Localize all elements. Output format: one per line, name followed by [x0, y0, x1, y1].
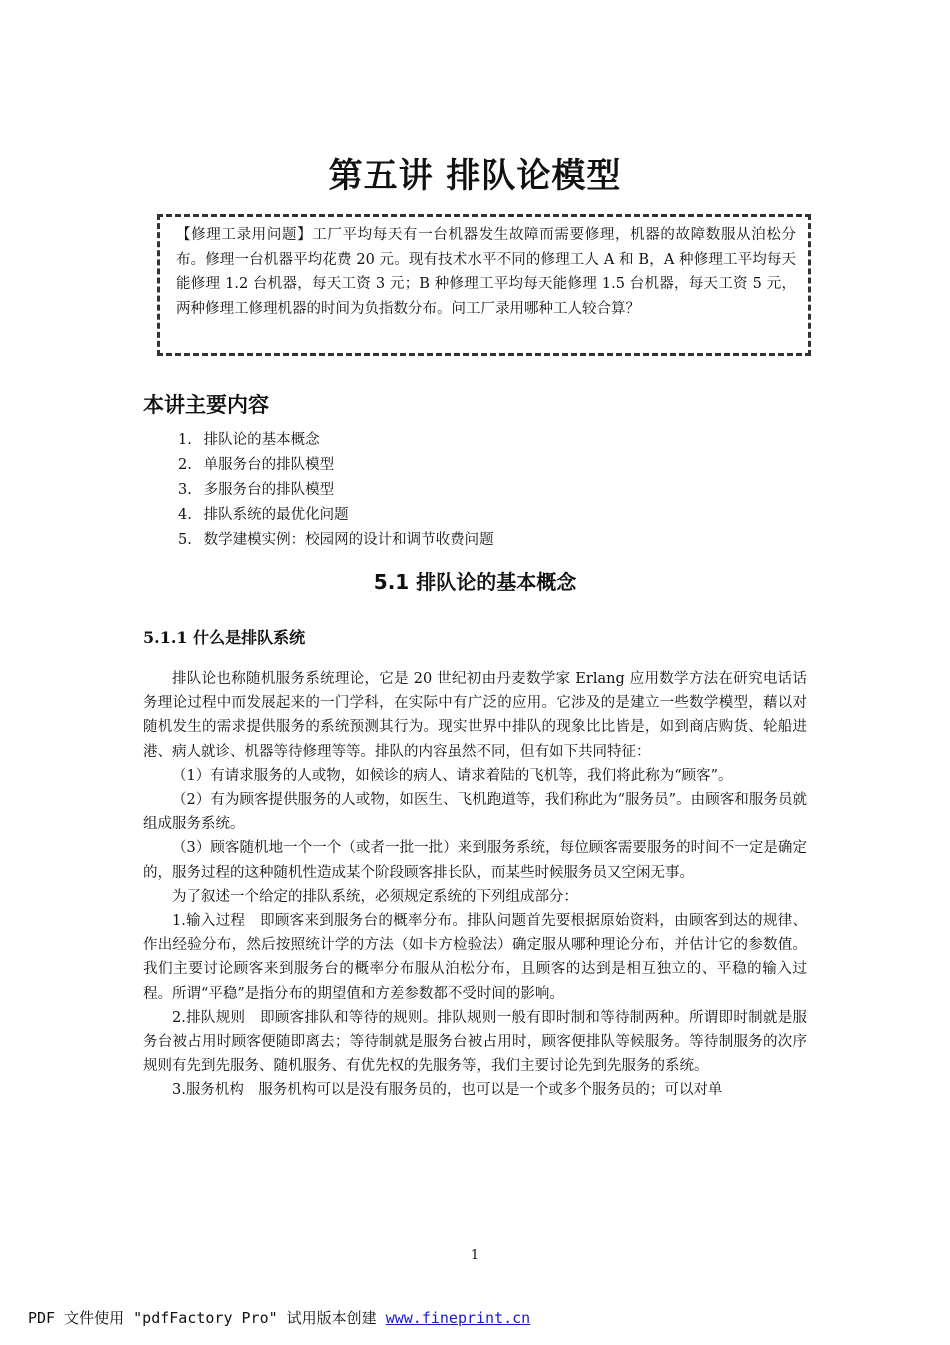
paragraph: （2）有为顾客提供服务的人或物，如医生、飞机跑道等，我们称此为“服务员”。由顾客和服务员就组成服务系统。 — [143, 792, 807, 833]
body-text — [143, 667, 807, 1103]
subsection-heading: 5.1.1 什么是排队系统 — [143, 628, 306, 647]
toc-item: 3. 多服务台的排队模型 — [178, 482, 335, 498]
toc-item: 4. 排队系统的最优化问题 — [178, 507, 349, 523]
paragraph: （1）有请求服务的人或物，如候诊的病人、请求着陆的飞机等，我们将此称为“顾客”。 — [172, 767, 733, 784]
paragraph: 1.输入过程 即顾客来到服务台的概率分布。排队问题首先要根据原始资料，由顾客到达的规律、作出经验分布，然后按照统计学的方法（如卡方检验法）确定服从哪种理论分布，并估计它的参数值。我们主要讨论顾客来到服务台的概率分布服从泊松分布，且顾客的达到是相互独立的、平稳的输入过程。所谓“平稳”是指分布的期望值和方差参数都不受时间的影响。 — [143, 913, 807, 1002]
toc-item: 2. 单服务台的排队模型 — [178, 457, 335, 473]
toc-item: 1. 排队论的基本概念 — [178, 432, 320, 448]
section-heading: 5.1 排队论的基本概念 — [373, 570, 577, 594]
page-number: 1 — [470, 1248, 480, 1263]
paragraph: （3）顾客随机地一个一个（或者一批一批）来到服务系统，每位顾客需要服务的时间不一定是确定的，服务过程的这种随机性造成某个阶段顾客排长队，而某些时候服务员又空闲无事。 — [143, 840, 807, 881]
paragraph: 为了叙述一个给定的排队系统，必须规定系统的下列组成部分： — [172, 888, 578, 905]
footer-text: PDF 文件使用 "pdfFactory Pro" 试用版本创建 — [28, 1309, 386, 1327]
toc-item: 5. 数学建模实例：校园网的设计和调节收费问题 — [178, 532, 494, 548]
main-content-heading: 本讲主要内容 — [143, 393, 269, 417]
paragraph: 排队论也称随机服务系统理论，它是 20 世纪初由丹麦数学家 Erlang 应用数学方法在研究电话话务理论过程中而发展起来的一门学科，在实际中有广泛的应用。它涉及的是建立一些数学模型，藉以对随机发生的需求提供服务的系统预测其行为。现实世界中排队的现象比比皆是，如到商店购货、轮船进港、病人就诊、机器等待修理等等。排队的内容虽然不同，但有如下共同特征： — [143, 671, 807, 760]
paragraph: 3.服务机构 服务机构可以是没有服务员的，也可以是一个或多个服务员的；可以对单 — [172, 1082, 723, 1099]
footer — [28, 1307, 530, 1328]
table-of-contents — [178, 428, 494, 553]
footer-link[interactable]: www.fineprint.cn — [385, 1309, 531, 1327]
problem-box: 【修理工录用问题】工厂平均每天有一台机器发生故障而需要修理，机器的故障数服从泊松分布。修理一台机器平均花费 20 元。现有技术水平不同的修理工人 A 和 B，A 种修理工平均每天能修理 1.2 台机器，每天工资 3 元；B 种修理工平均每天能修理 1.5 台机器，每天工资 5 元，两种修理工修理机器的时间为负指数分布。问工厂录用哪种工人较合算？ — [157, 214, 811, 356]
paragraph: 2.排队规则 即顾客排队和等待的规则。排队规则一般有即时制和等待制两种。所谓即时制就是服务台被占用时顾客便随即离去；等待制就是服务台被占用时，顾客便排队等候服务。等待制服务的次序规则有先到先服务、随机服务、有优先权的先服务等，我们主要讨论先到先服务的系统。 — [143, 1009, 807, 1075]
page-title: 第五讲 排队论模型 — [328, 156, 622, 196]
